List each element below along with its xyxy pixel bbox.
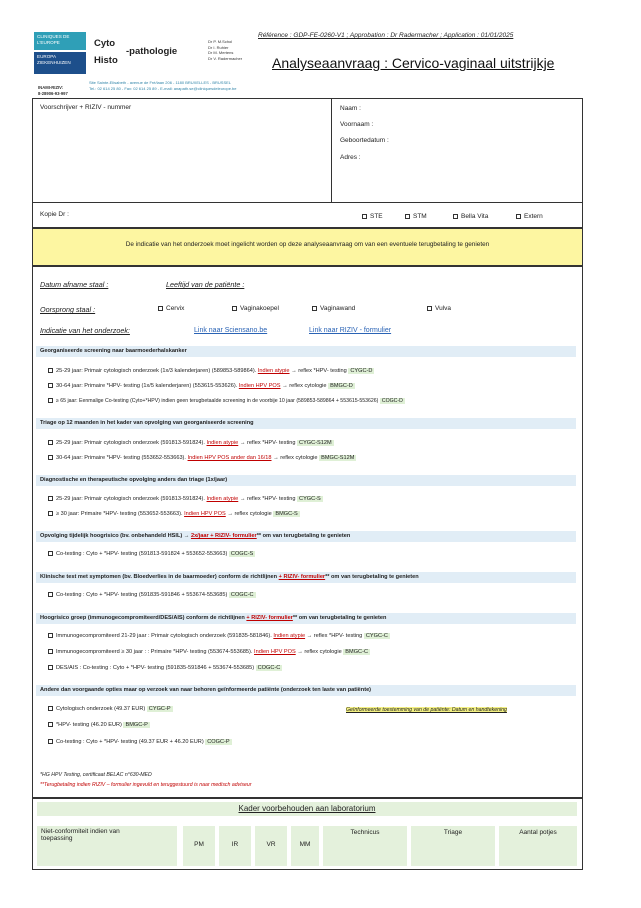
copy-option-ste[interactable] <box>362 213 383 220</box>
row-code: COGC-P <box>207 739 230 745</box>
checkbox-icon[interactable] <box>158 306 163 311</box>
logo-top: CLINIQUES DE L'EUROPE <box>34 32 86 50</box>
option-row[interactable] <box>48 455 356 461</box>
option-row[interactable] <box>48 440 334 446</box>
row-condition: Indien HPV POS <box>254 649 296 655</box>
row-code: CYGC-P <box>148 706 171 712</box>
option-row[interactable] <box>48 368 374 374</box>
lab-cell-mm[interactable] <box>291 826 319 866</box>
option-row[interactable] <box>48 665 282 671</box>
row-code: COGC-C <box>230 592 254 598</box>
lab-cell-label: Technicus <box>350 829 380 836</box>
row-code: BMGC-S12M <box>321 455 355 461</box>
origin-vulva[interactable] <box>427 305 451 312</box>
option-row[interactable] <box>48 722 150 728</box>
checkbox-icon[interactable] <box>48 496 53 501</box>
row-reflex: → reflex cytologie <box>282 383 327 389</box>
document-reference: Référence : GDP-FE-0260-V1 ; Approbation : Dr Radermacher ; Application : 01/01/2025 <box>258 32 514 39</box>
checkbox-icon[interactable] <box>405 214 410 219</box>
checkbox-icon[interactable] <box>48 511 53 516</box>
origin-cervix[interactable] <box>158 305 184 312</box>
row-condition: Indien atypie <box>206 496 239 502</box>
checkbox-icon[interactable] <box>48 383 53 388</box>
patient-age-field[interactable]: Leeftijd van de patiënte : <box>166 280 245 289</box>
section-note: ** om van terugbetaling te genieten <box>256 533 351 539</box>
checkbox-icon[interactable] <box>312 306 317 311</box>
row-text: DES/AIS : Co-testing : Cyto + *HPV- testing (591835-591846 + 553674-553685) <box>56 665 255 671</box>
origin-label: Vulva <box>435 305 452 312</box>
origin-label: Cervix <box>166 305 185 312</box>
checkbox-icon[interactable] <box>48 739 53 744</box>
site-contact: Tel.: 02 614 25 80 - Fax: 02 614 25 89 - E-mail: anapath.se@cliniquesdeleurope.be <box>89 86 237 91</box>
row-text: Immunogecompromiteerd ≥ 30 jaar : : Primaire *HPV- testing (553674-553685). <box>56 649 253 655</box>
option-row[interactable] <box>48 496 323 502</box>
lab-cell-label: Niet-conformiteit indien van toepassing <box>41 828 120 842</box>
checkbox-icon[interactable] <box>48 592 53 597</box>
prescriber-field[interactable]: Voorschrijver + RIZIV - nummer <box>40 104 132 111</box>
brand-pathologie: -pathologie <box>126 46 178 57</box>
address-field[interactable]: Adres : <box>340 154 361 161</box>
lab-cell-vr[interactable] <box>255 826 287 866</box>
lab-cell-pm[interactable] <box>183 826 215 866</box>
firstname-field[interactable]: Voornaam : <box>340 121 374 128</box>
row-text: ≥ 30 jaar: Primaire *HPV- testing (553652-553663). <box>56 511 183 517</box>
option-row[interactable] <box>48 649 370 655</box>
lab-cell-ir[interactable] <box>219 826 251 866</box>
lab-cell-label: Triage <box>443 829 463 836</box>
section-title: Hoogrisico groep (immunogecompromiteerd/DES/AIS) conform de richtlijnen <box>40 615 245 621</box>
section-condition: + RIZIV- formulier <box>246 615 293 621</box>
doctor-1: Dr P. M.Schol <box>208 39 233 44</box>
copy-option-stm[interactable] <box>405 213 427 220</box>
lab-title: Kader voorbehouden aan laboratorium <box>37 802 577 816</box>
checkbox-icon[interactable] <box>453 214 458 219</box>
row-condition: Indien atypie <box>206 440 239 446</box>
checkbox-icon[interactable] <box>48 551 53 556</box>
row-text: 25-29 jaar: Primair cytologisch onderzoek (1x/3 kalenderjaren) (589853-589864). <box>56 368 257 374</box>
checkbox-icon[interactable] <box>48 633 53 638</box>
row-code: BMGC-P <box>125 722 148 728</box>
option-row[interactable] <box>48 511 300 517</box>
row-text: *HPV- testing (46.20 EUR) <box>56 722 122 728</box>
footnote-hpv: *HG HPV Testing, certificaat BELAC n°630-MED <box>40 772 152 778</box>
row-text: ≥ 65 jaar: Eenmalige Co-testing (Cyto+*HPV) indien geen terugbetaalde screening in de voorbije 10 jaar (589853-589864 + 553615-553626) <box>56 398 379 404</box>
checkbox-icon[interactable] <box>48 722 53 727</box>
checkbox-icon[interactable] <box>48 455 53 460</box>
copy-option-extern[interactable] <box>516 213 543 220</box>
inami-label: INAMI-RIZIV: <box>38 85 64 90</box>
row-condition: Indien atypie <box>257 368 290 374</box>
footnote-riziv: **Terugbetaling indien RIZIV – formulier ingevuld en teruggestuurd is naar medisch adviseur <box>40 782 252 788</box>
row-reflex: → reflex cytologie <box>227 511 272 517</box>
copy-option-label: STE <box>370 213 383 220</box>
section-header-other: Andere dan voorgaande opties maar op verzoek van naar behoren geïnformeerde patiënte (onderzoek ten laste van patiënte) <box>36 685 576 696</box>
logo-bottom: EUROPA ZIEKENHUIZEN <box>34 52 86 74</box>
checkbox-icon[interactable] <box>48 665 53 670</box>
origin-vaginawand[interactable] <box>312 305 355 312</box>
row-code: CYGC-C <box>365 633 388 639</box>
riziv-form-link[interactable]: Link naar RIZIV - formulier <box>309 327 392 334</box>
section-condition: 2x/jaar + RIZIV- formulier <box>190 533 257 539</box>
row-text: Cytologisch onderzoek (49.37 EUR) <box>56 706 146 712</box>
site-address: Site Sainte-Elisabeth - avenue de Fré/laan 206 - 1180 BRUXELLES - BRUSSEL <box>89 80 232 85</box>
lab-cell-label: VR <box>266 841 276 848</box>
lab-cell-technicus[interactable] <box>323 826 407 866</box>
row-reflex: → reflex cytologie <box>273 455 318 461</box>
row-text: 25-29 jaar: Primair cytologisch onderzoek (591813-591824). <box>56 496 205 502</box>
row-code: BMGC-S <box>275 511 298 517</box>
row-text: Co-testing : Cyto + *HPV- testing (591813-591824 + 553652-553663) <box>56 551 228 557</box>
row-text: 30-64 jaar: Primaire *HPV- testing (553652-553663). <box>56 455 186 461</box>
option-row[interactable] <box>48 592 256 598</box>
option-row[interactable] <box>48 383 355 389</box>
lab-cell-label: IR <box>231 841 239 848</box>
section-condition: + RIZIV- formulier <box>278 574 326 580</box>
sample-origin-label: Oorsprong staal : <box>40 305 96 314</box>
lab-cell-label: PM <box>194 841 204 848</box>
checkbox-icon[interactable] <box>516 214 521 219</box>
section-header-clinical <box>36 572 576 583</box>
page-title: Analyseaanvraag : Cervico-vaginaal uitstrijkje <box>272 55 555 71</box>
row-reflex: → reflex *HPV- testing <box>306 633 363 639</box>
doctor-3: Dr M. Mertens <box>208 50 234 55</box>
row-code: COGC-D <box>381 398 403 404</box>
row-code: CYGC-S12M <box>299 440 332 446</box>
section-header-screening: Georganiseerde screening naar baarmoederhalskanker <box>36 346 576 357</box>
doctor-4: Dr V. Radermacher <box>208 55 243 61</box>
checkbox-icon[interactable] <box>427 306 432 311</box>
checkbox-icon[interactable] <box>48 649 53 654</box>
checkbox-icon[interactable] <box>48 706 53 711</box>
brand-cyto: Cyto <box>94 38 116 49</box>
row-text: Co-testing : Cyto + *HPV- testing (49.37 EUR + 46.20 EUR) <box>56 739 204 745</box>
clinic-logo <box>34 32 86 74</box>
birthdate-field[interactable]: Geboortedatum : <box>340 137 389 144</box>
divider <box>331 98 332 202</box>
row-condition: Indien HPV POS ander dan 16/18 <box>187 455 272 461</box>
row-text: 30-64 jaar: Primaire *HPV- testing (1x/5 kalenderjaren) (553615-553626). <box>56 383 238 389</box>
row-reflex: → reflex *HPV- testing <box>239 440 296 446</box>
row-code: BMGC-C <box>345 649 368 655</box>
copy-doctor-field[interactable]: Kopie Dr : <box>40 211 69 218</box>
patient-frame <box>32 98 583 228</box>
checkbox-icon[interactable] <box>48 368 53 373</box>
checkbox-icon[interactable] <box>362 214 367 219</box>
copy-option-label: Extern <box>524 213 543 220</box>
inami-number: 8-28906-93-997 <box>38 91 68 96</box>
origin-label: Vaginakoepel <box>240 305 279 312</box>
row-condition: Indien HPV POS <box>238 383 281 389</box>
row-text: Immunogecompromiteerd 21-29 jaar : Primair cytologisch onderzoek (591835-581846). <box>56 633 272 639</box>
row-condition: Indien HPV POS <box>184 511 226 517</box>
option-row[interactable] <box>48 633 390 639</box>
origin-label: Vaginawand <box>320 305 356 312</box>
row-code: CYGC-S <box>299 496 321 502</box>
doctor-2: Dr I. Ruhier <box>208 44 229 50</box>
section-title: Klinische test met symptomen (bv. Bloedverlies in de baarmoeder) conform de richtlijnen <box>40 574 278 580</box>
divider <box>32 202 583 203</box>
sciensano-link[interactable]: Link naar Sciensano.be <box>194 327 268 334</box>
section-note: ** om van terugbetaling te genieten <box>292 615 387 621</box>
row-code: CYGC-D <box>350 368 373 374</box>
section-header-highrisk-temp <box>36 531 576 542</box>
lab-cell-label: Aantal potjes <box>519 829 557 836</box>
checkbox-icon[interactable] <box>48 440 53 445</box>
row-reflex: → reflex *HPV- testing <box>239 496 296 502</box>
row-text: 25-29 jaar: Primair cytologisch onderzoek (591813-591824). <box>56 440 205 446</box>
row-text: Co-testing : Cyto + *HPV- testing (591835-591846 + 553674-553685) <box>56 592 228 598</box>
checkbox-icon[interactable] <box>48 398 53 403</box>
section-header-triage: Triage op 12 maanden in het kader van opvolging van georganiseerde screening <box>36 418 576 429</box>
row-reflex: → reflex *HPV- testing <box>291 368 347 374</box>
row-code: COGC-S <box>230 551 254 557</box>
copy-option-label: STM <box>413 213 427 220</box>
origin-vaginakoepel[interactable] <box>232 305 279 312</box>
section-header-highrisk-group <box>36 613 576 624</box>
option-row[interactable] <box>48 739 232 745</box>
notice-text: De indicatie van het onderzoek moet ingelicht worden op deze analyseaanvraag om van een eventuele terugbetaling te genieten <box>125 241 490 248</box>
copy-option-label: Bella Vita <box>461 213 489 220</box>
row-condition: Indien atypie <box>273 633 306 639</box>
sample-date-field[interactable]: Datum afname staal : <box>40 280 109 289</box>
doctor-list <box>208 39 242 61</box>
checkbox-icon[interactable] <box>232 306 237 311</box>
lab-cell-triage[interactable] <box>411 826 495 866</box>
lab-cell-potjes[interactable] <box>499 826 577 866</box>
copy-option-bellavita[interactable] <box>453 213 488 220</box>
section-header-diagnostic: Diagnostische en therapeutische opvolging anders dan triage (1x/jaar) <box>36 475 576 486</box>
lab-cell-nonconformity[interactable] <box>37 826 177 866</box>
consent-signature-field[interactable]: Geïnformeerde toestemming van de patiënte: Datum en handtekening <box>346 707 507 713</box>
option-row[interactable] <box>48 706 173 712</box>
brand-histo: Histo <box>94 55 118 66</box>
section-title: Opvolging tijdelijk hoogrisico (bv. onbehandeld HSIL) → <box>40 533 190 539</box>
option-row[interactable] <box>48 551 255 557</box>
option-row[interactable] <box>48 398 405 404</box>
lab-cell-label: MM <box>299 841 311 848</box>
name-field[interactable]: Naam : <box>340 105 361 112</box>
row-code: COGC-C <box>257 665 281 671</box>
row-code: BMGC-D <box>330 383 353 389</box>
indication-label: Indicatie van het onderzoek: <box>40 326 130 335</box>
section-note: ** om van terugbetaling te genieten <box>325 574 419 580</box>
row-reflex: → reflex cytologie <box>297 649 342 655</box>
